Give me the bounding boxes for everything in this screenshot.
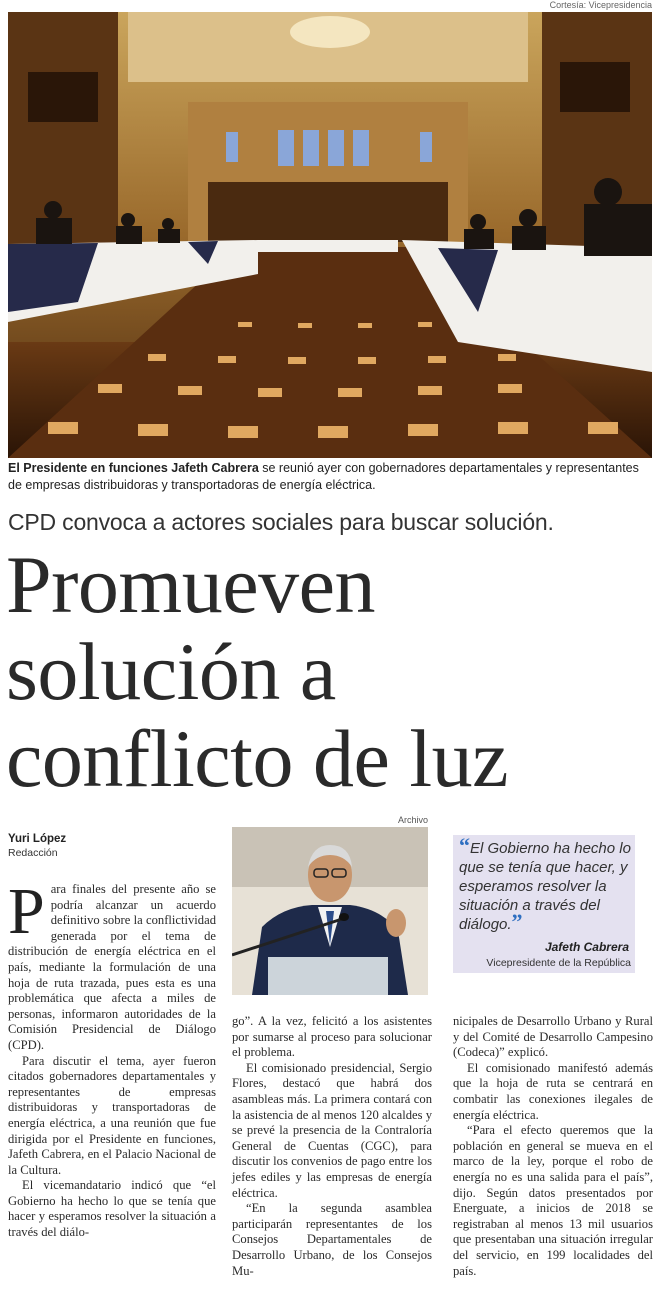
byline — [8, 832, 208, 862]
paragraph: El vicemandatario indicó que “el Gobierno ha hecho lo que se tenía que hacer y esperamos resolver la situación a través del diálo- — [8, 1178, 216, 1240]
headline-line-3: conflicto de luz — [6, 713, 509, 804]
paragraph: “En la segunda asamblea participarán representantes de los Consejos Departamentales de Desarrollo Urbano, de los Consejos Mu- — [232, 1201, 432, 1278]
article-column-2 — [232, 1014, 432, 1294]
article-column-3 — [453, 1014, 653, 1294]
dropcap: P — [8, 875, 45, 948]
pull-quote-text — [459, 833, 631, 934]
byline-author: Yuri López — [8, 833, 67, 845]
caption-text: se reunió ayer con gobernadores departamentales y representantes de empresas distribuidoras y transportadoras de energía eléctrica. — [8, 461, 639, 492]
headline-line-1: Promueven — [6, 539, 375, 630]
speaker-photo — [232, 827, 428, 995]
paragraph: “Para el efecto queremos que la población en general se mueva en el marco de la ley, porque el robo de energía no es una salida para el país”, dijo. Según datos presentados por Energuate, a inicios de 2018 se registraban al menos 13 mil usuarios que presentaban una situación irregular del servicio, en 199 localidades del país. — [453, 1123, 653, 1278]
kicker: CPD convoca a actores sociales para buscar solución. — [8, 509, 554, 535]
pull-quote — [453, 835, 635, 973]
photo-caption — [8, 460, 648, 500]
paragraph: nicipales de Desarrollo Urbano y Rural y del Comité de Desarrollo Campesino (Codeca)” explicó. — [453, 1014, 653, 1060]
speaker-photo-block — [232, 815, 428, 995]
headline-line-2: solución a — [6, 626, 336, 717]
caption-lead: El Presidente en funciones Jafeth Cabrera — [8, 461, 259, 475]
byline-desk: Redacción — [8, 847, 58, 859]
article-column-1 — [8, 875, 216, 1294]
photo-credit: Cortesía: Vicepresidencia — [549, 0, 652, 10]
paragraph: El comisionado manifestó además que la hoja de ruta se centrará en combatir las conexiones ilegales de energía eléctrica. — [453, 1060, 653, 1122]
quote-open-mark: “ — [459, 833, 470, 858]
paragraph — [8, 875, 216, 1054]
speaker-photo-credit: Archivo — [397, 815, 428, 825]
quote-author-role: Vicepresidente de la República — [486, 957, 631, 969]
paragraph: go”. A la vez, felicitó a los asistentes por sumarse al proceso para solucionar el problema. — [232, 1014, 432, 1060]
paragraph: Para discutir el tema, ayer fueron citados gobernadores departamentales y representantes de empresas distribuidoras y transportadoras de energía eléctrica, a una reunión que fue dirigida por el Presidente en funciones, Jafeth Cabrera, en el Palacio Nacional de la Cultura. — [8, 1053, 216, 1177]
quote-author: Jafeth Cabrera — [544, 940, 629, 954]
meeting-hall-photo — [8, 12, 652, 458]
quote-close-mark: ” — [511, 909, 523, 934]
paragraph-text: ara finales del presente año se podría alcanzar un acuerdo definitivo sobre la conflictividad generada por el tema de distribución de energía eléctrica en el país, mediante la formulación de una hoja de ruta trazada, pues esta es una problemática que afecta a miles de personas, informaron autoridades de la Comisión Presidencial de Diálogo (CPD). — [8, 882, 216, 1052]
headline — [6, 541, 659, 811]
paragraph: El comisionado presidencial, Sergio Flores, destacó que habrá dos asambleas más. La primera contará con la asistencia de al menos 120 alcaldes y se prevé la presencia de la Contraloría General de Cuentas (CGC), para discutir los convenios de pago entre los jefes ediles y las empresas de energía eléctrica. — [232, 1060, 432, 1200]
quote-body: El Gobierno ha hecho lo que se tenía que hacer, y esperamos resolver la situación a través del diálogo. — [459, 840, 631, 933]
